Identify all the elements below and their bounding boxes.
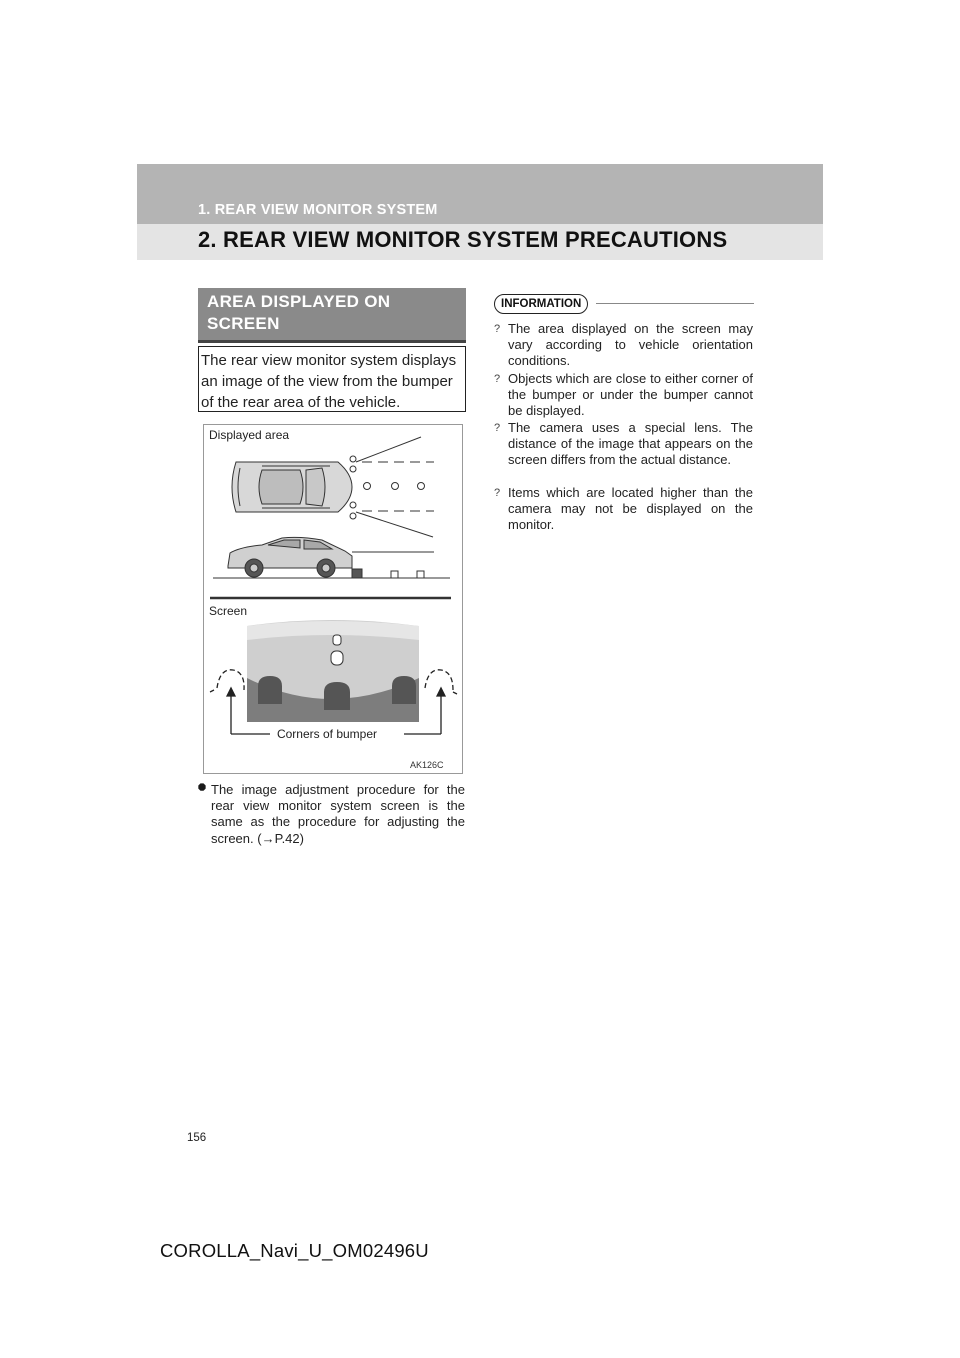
page-number: 156 (187, 1132, 207, 1144)
question-mark-icon: ? (494, 422, 501, 434)
figure-code: AK126C (410, 760, 444, 770)
information-rule (596, 303, 754, 304)
info-item: Objects which are close to either corner of the bumper or under the bumper cannot be displayed. (508, 371, 753, 419)
information-badge: INFORMATION (494, 294, 588, 314)
document-code: COROLLA_Navi_U_OM02496U (160, 1240, 429, 1261)
section-label: 1. REAR VIEW MONITOR SYSTEM (198, 202, 438, 218)
rear-view-diagram (204, 425, 460, 771)
page-title: 2. REAR VIEW MONITOR SYSTEM PRECAUTIONS (198, 227, 728, 252)
question-mark-icon: ? (494, 373, 501, 385)
info-item: Items which are located higher than the camera may not be displayed on the monitor. (508, 485, 753, 533)
subsection-heading: AREA DISPLAYED ON SCREEN (207, 292, 391, 333)
intro-text: The rear view monitor system displays an image of the view from the bumper of the rear area of the vehicle. (201, 352, 457, 411)
figure-label-screen: Screen (209, 604, 248, 618)
car-side-view-icon (213, 537, 450, 578)
bullet-text: The image adjustment procedure for the rear view monitor system screen is the same as the procedure for adjusting the screen. (→P.42) (211, 782, 465, 846)
bullet-icon: ⯃ (198, 783, 206, 794)
car-top-view-icon (232, 462, 352, 512)
info-item: The camera uses a special lens. The distance of the image that appears on the screen differs from the actual distance. (508, 420, 753, 468)
figure-label-displayed-area: Displayed area (209, 428, 290, 442)
info-item: The area displayed on the screen may vary according to vehicle orientation conditions. (508, 321, 753, 369)
question-mark-icon: ? (494, 487, 501, 499)
figure-label-corners: Corners of bumper (270, 727, 384, 741)
monitor-screen-image (247, 620, 419, 722)
question-mark-icon: ? (494, 323, 501, 335)
